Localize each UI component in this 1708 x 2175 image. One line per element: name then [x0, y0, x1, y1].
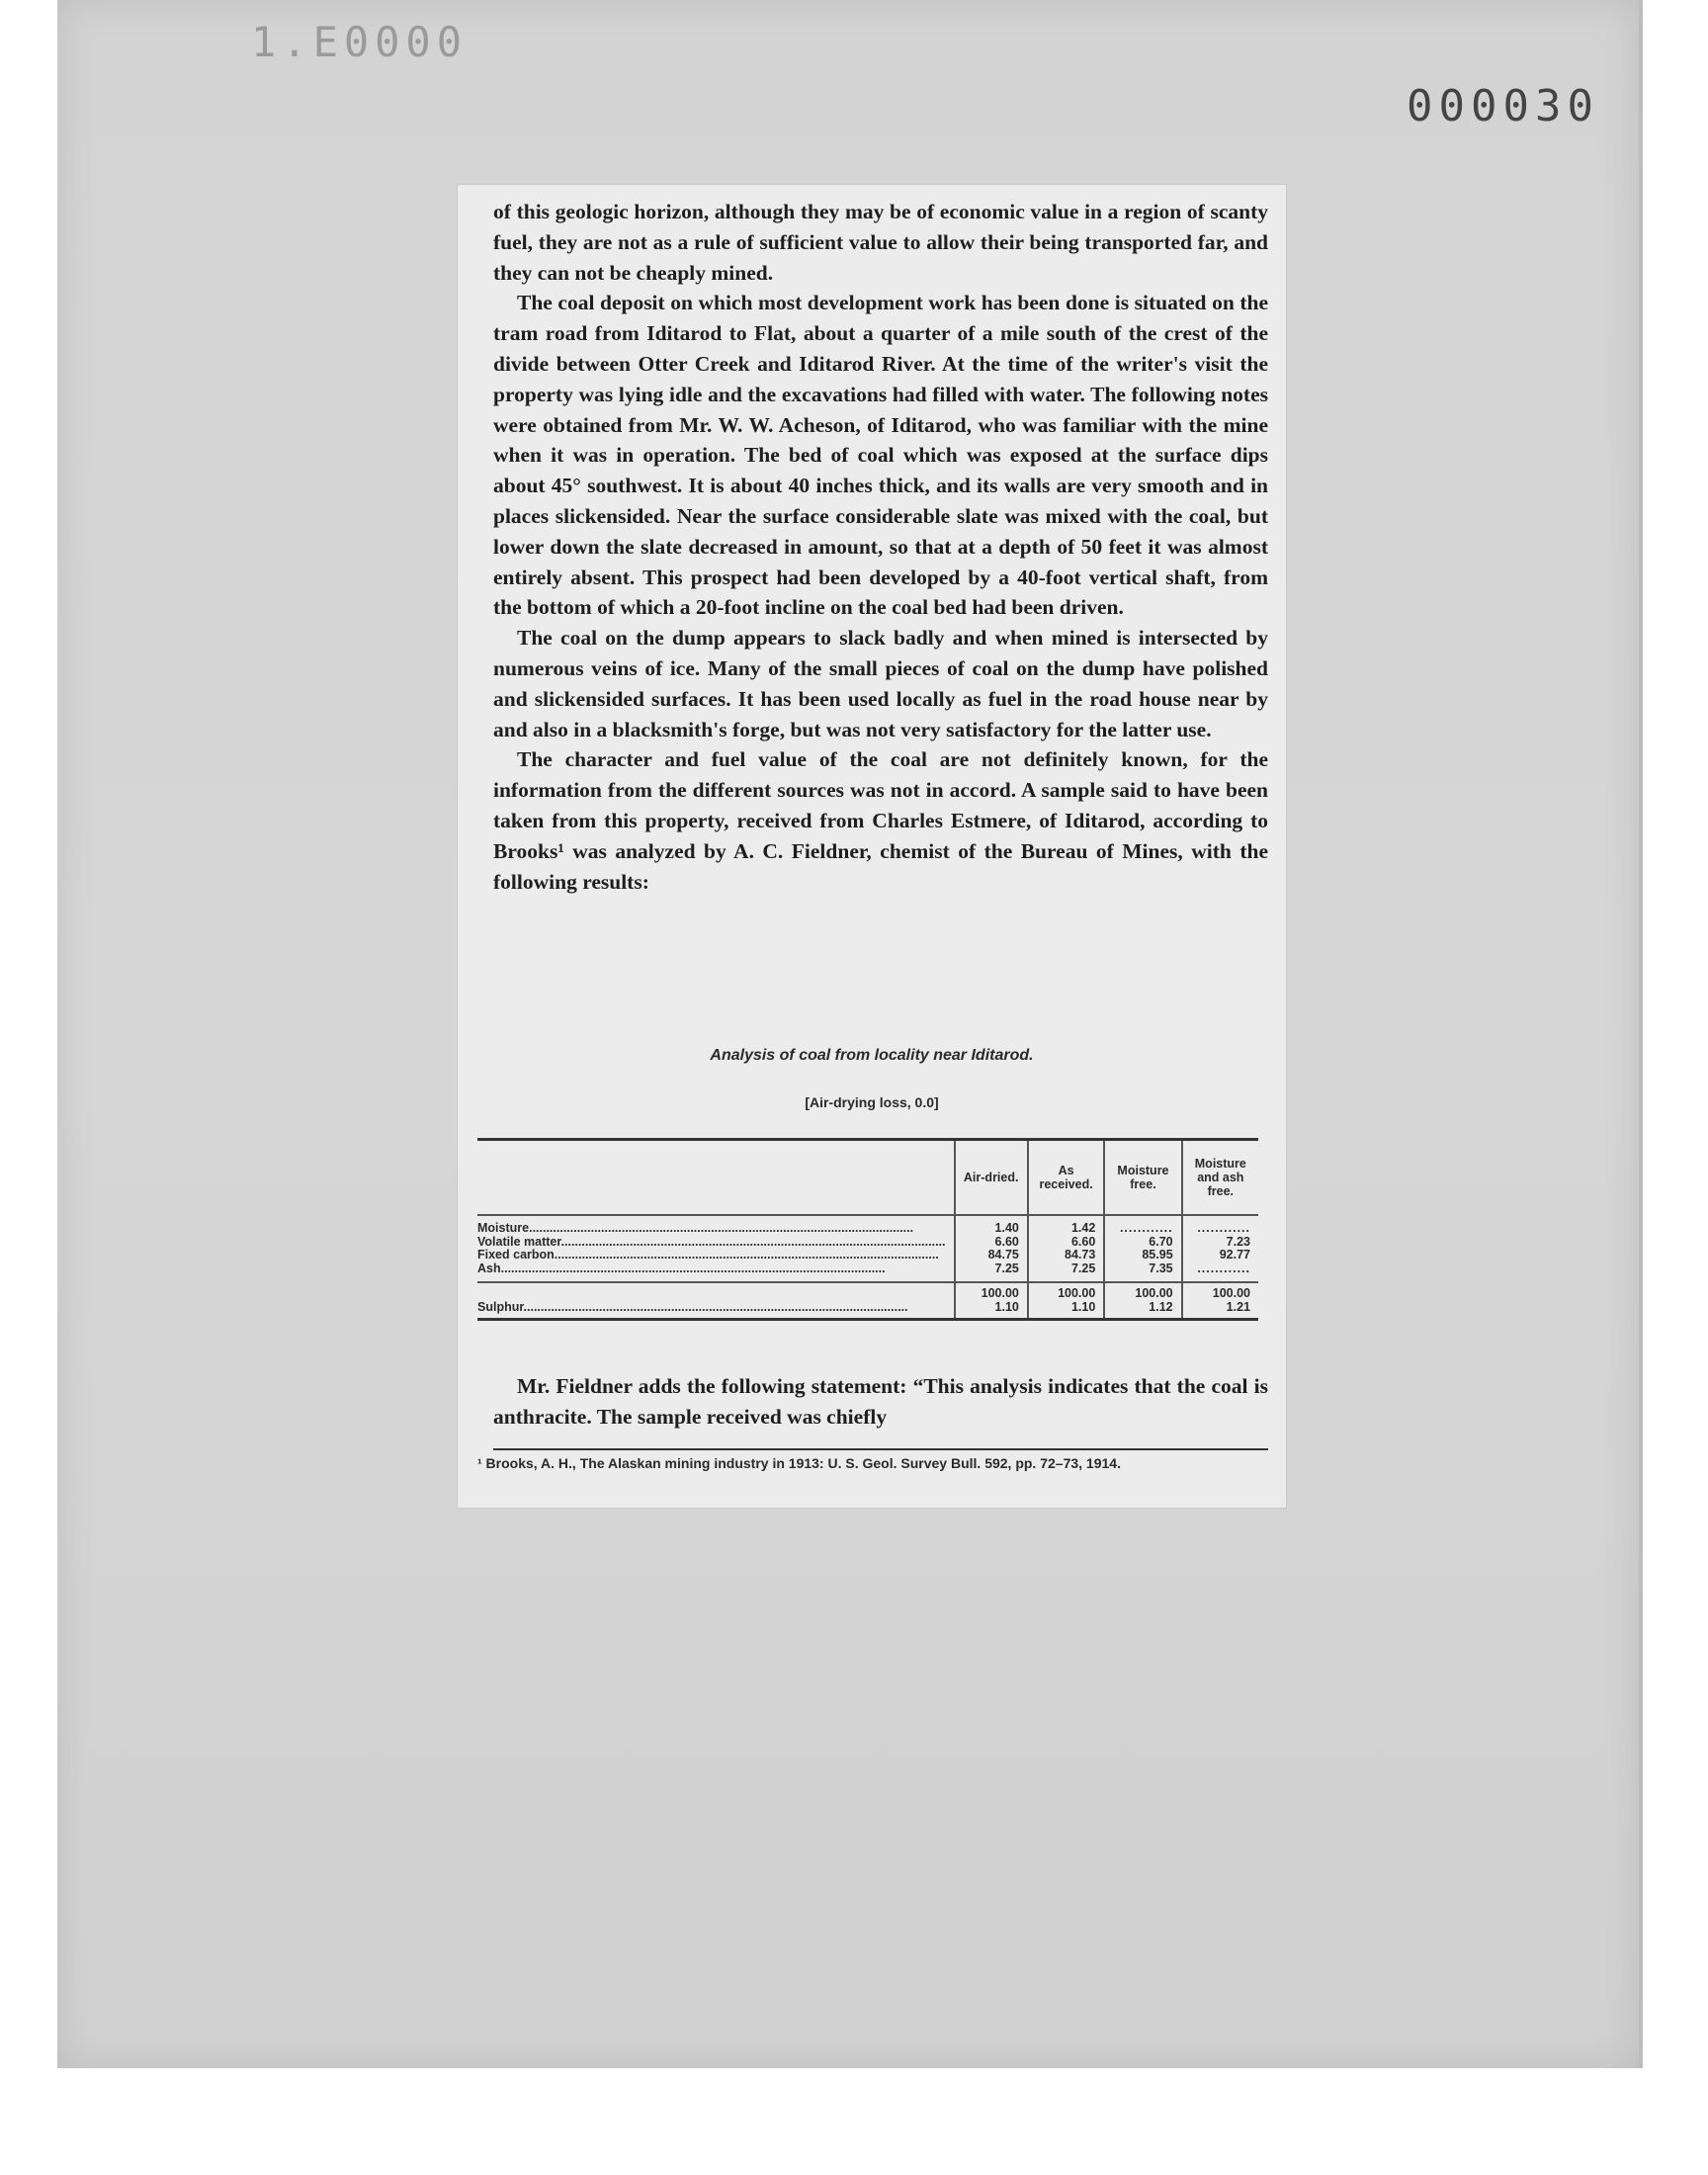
- row-labels: [477, 1215, 955, 1282]
- closing-paragraph: Mr. Fieldner adds the following statement: “This analysis indicates that the coal is anthracite. The sample received was chiefly: [493, 1374, 1268, 1429]
- column-header-moisture-free: Moisture free.: [1104, 1140, 1181, 1216]
- table-header-blank: [477, 1140, 955, 1216]
- scanned-sheet: [57, 0, 1643, 2068]
- row-label-sulphur: Sulphur .....: [477, 1282, 955, 1320]
- coal-analysis-table: [477, 1138, 1258, 1321]
- footnote-rule: [493, 1448, 1268, 1450]
- column-header-air-dried: Air-dried.: [955, 1140, 1028, 1216]
- table-note: [Air-drying loss, 0.0]: [805, 1094, 939, 1110]
- paragraph: of this geologic horizon, although they may be of economic value in a region of scanty fuel, they are not as a rule of sufficient value to allow their being transported far, and they can not be cheaply mined.: [493, 200, 1268, 285]
- row-label-volatile-matter: Volatile matter .....: [477, 1236, 946, 1250]
- column-header-as-received: As received.: [1028, 1140, 1104, 1216]
- paragraph: The coal on the dump appears to slack badly and when mined is intersected by numerous veins of ice. Many of the small pieces of coal on the dump have polished and slickensided surfaces. It has been used locally as fuel in the road house near by and also in a blacksmith's forge, but was not very satisfactory for the latter use.: [493, 626, 1268, 741]
- column-header-moisture-ash-free: Moisture and ash free.: [1182, 1140, 1258, 1216]
- sulphur-as-received: 100.00 1.10: [1028, 1282, 1104, 1320]
- column-air-dried: 1.40 6.60 84.75 7.25: [955, 1215, 1028, 1282]
- row-label-moisture: Moisture .....: [477, 1222, 946, 1236]
- sulphur-air-dried: 100.00 1.10: [955, 1282, 1028, 1320]
- archive-stamp-right: 000030: [1407, 81, 1599, 131]
- table-row: [477, 1215, 1258, 1282]
- paragraph: The character and fuel value of the coal are not definitely known, for the information from the different sources was not in accord. A sample said to have been taken from this property, received from Charles Estmere, of Iditarod, according to Brooks¹ was analyzed by A. C. Fieldner, chemist of the Bureau of Mines, with the following results:: [493, 747, 1268, 894]
- column-moisture-free: ............ 6.70 85.95 7.35: [1104, 1215, 1181, 1282]
- sulphur-moisture-ash-free: 100.00 1.21: [1182, 1282, 1258, 1320]
- column-moisture-ash-free: ............ 7.23 92.77 ............: [1182, 1215, 1258, 1282]
- footnote: ¹ Brooks, A. H., The Alaskan mining industry in 1913: U. S. Geol. Survey Bull. 592, pp. 72–73, 1914.: [477, 1455, 1121, 1471]
- table-header-row: [477, 1140, 1258, 1216]
- row-label-fixed-carbon: Fixed carbon .....: [477, 1249, 946, 1262]
- column-as-received: 1.42 6.60 84.73 7.25: [1028, 1215, 1104, 1282]
- table-title: Analysis of coal from locality near Iditarod.: [710, 1047, 1034, 1064]
- document-clipping: [457, 184, 1287, 1509]
- sulphur-moisture-free: 100.00 1.12: [1104, 1282, 1181, 1320]
- paragraph: The coal deposit on which most development work has been done is situated on the tram road from Iditarod to Flat, about a quarter of a mile south of the crest of the divide between Otter Creek and Iditarod River. At the time of the writer's visit the property was lying idle and the excavations had filled with water. The following notes were obtained from Mr. W. W. Acheson, of Iditarod, who was familiar with the mine when it was in operation. The bed of coal which was exposed at the surface dips about 45° southwest. It is about 40 inches thick, and its walls are very smooth and in places slickensided. Near the surface considerable slate was mixed with the coal, but lower down the slate decreased in amount, so that at a depth of 50 feet it was almost entirely absent. This prospect had been developed by a 40-foot vertical shaft, from the bottom of which a 20-foot incline on the coal bed had been driven.: [493, 291, 1268, 620]
- body-text: [493, 197, 1268, 897]
- archive-stamp-left: 1.E0000: [251, 18, 469, 66]
- table-row: [477, 1282, 1258, 1320]
- row-label-ash: Ash .....: [477, 1262, 946, 1276]
